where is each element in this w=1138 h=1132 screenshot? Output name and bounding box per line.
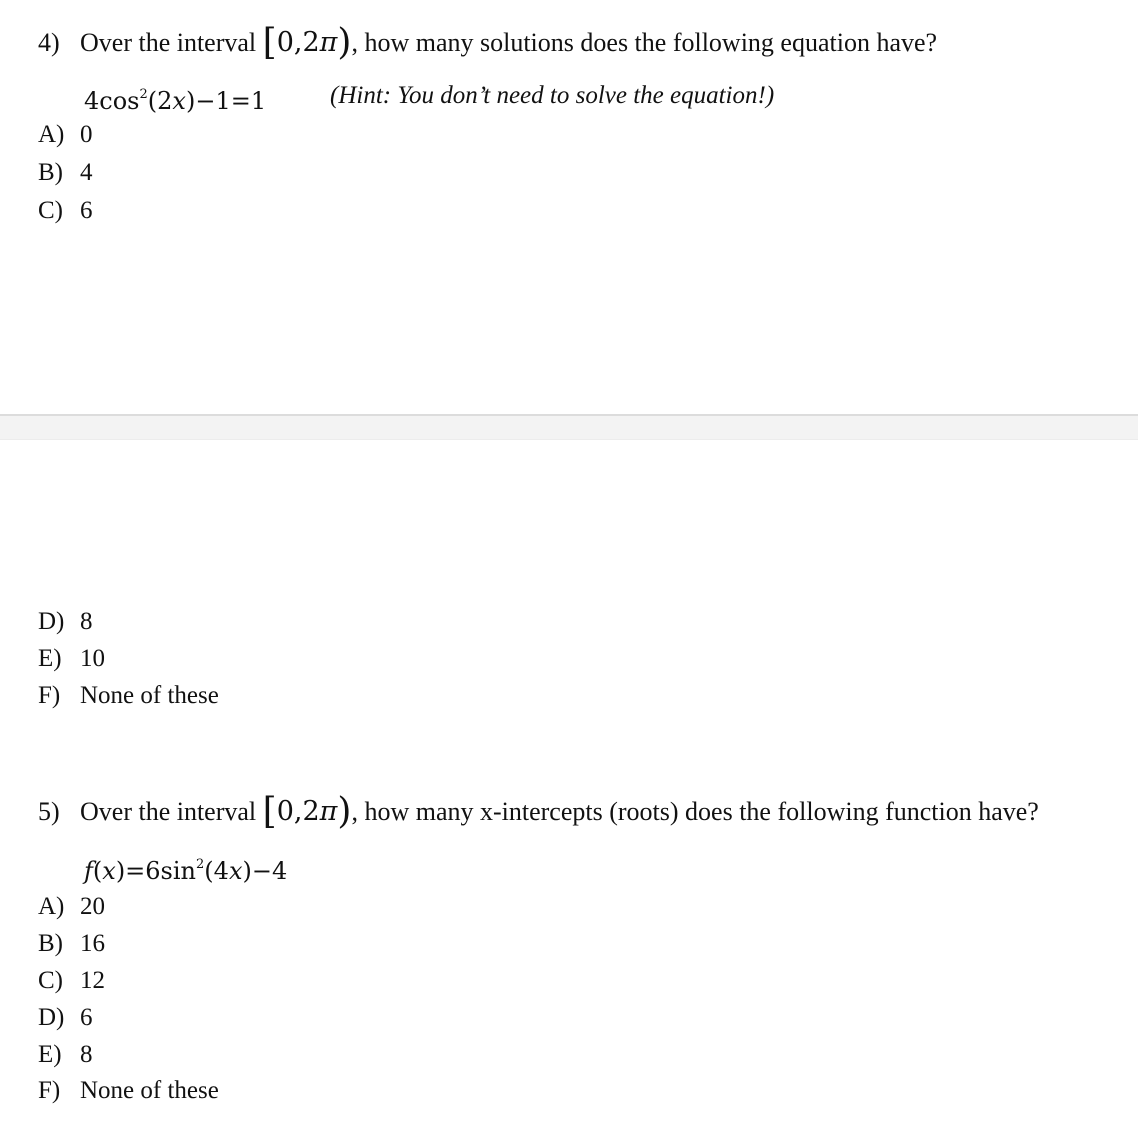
question-4-text-after: , how many solutions does the following equation have? <box>351 28 938 57</box>
question-4-prompt <box>38 22 938 63</box>
page-upper <box>0 0 1138 414</box>
question-4-option-a[interactable]: A) 0 <box>38 121 93 148</box>
question-5-option-d[interactable]: D) 6 <box>38 1004 93 1031</box>
question-5-text-after: , how many x-intercepts (roots) does the following function have? <box>351 797 1039 826</box>
question-5-text-before: Over the interval <box>80 797 257 826</box>
question-5-option-b[interactable]: B) 16 <box>38 930 105 957</box>
question-4-option-e[interactable]: E) 10 <box>38 645 105 672</box>
question-4-option-b[interactable]: B) 4 <box>38 159 93 186</box>
question-5-option-c[interactable]: C) 12 <box>38 967 105 994</box>
question-4-number: 4) <box>38 28 60 57</box>
page-lower <box>0 440 1138 1132</box>
question-4-option-c[interactable]: C) 6 <box>38 197 93 224</box>
question-5-option-f[interactable]: F) None of these <box>38 1077 219 1104</box>
question-4-option-d[interactable]: D) 8 <box>38 608 93 635</box>
question-5-interval: [0,2π) <box>262 791 352 832</box>
page-break-divider <box>0 414 1138 440</box>
question-4-option-f[interactable]: F) None of these <box>38 682 219 709</box>
question-4-hint: (Hint: You don’t need to solve the equation!) <box>330 82 775 109</box>
question-5-option-e[interactable]: E) 8 <box>38 1041 93 1068</box>
question-5-equation: $f(x)=6\sin^2(4x)-4$ <box>84 857 288 885</box>
question-5-number: 5) <box>38 797 60 826</box>
question-4-text-before: Over the interval <box>80 28 257 57</box>
question-4-interval: [0,2π) <box>262 22 352 63</box>
question-5-option-a[interactable]: A) 20 <box>38 893 105 920</box>
question-4-equation: $4\cos^2(2x)-1=1$ <box>84 87 267 115</box>
question-5-prompt <box>38 791 1039 832</box>
